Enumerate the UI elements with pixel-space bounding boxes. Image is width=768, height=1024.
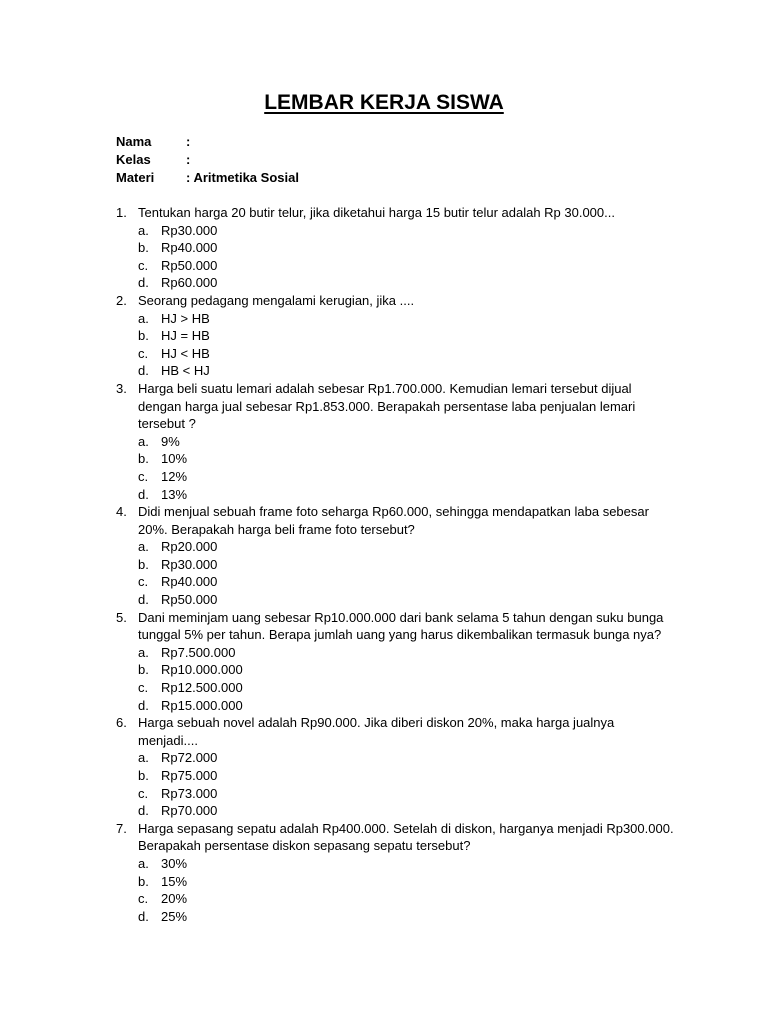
- question-number: 6.: [116, 715, 127, 731]
- option-letter: b.: [138, 451, 149, 467]
- option-list: [138, 749, 676, 819]
- option-text: 13%: [161, 486, 188, 502]
- option-text: Rp73.000: [161, 785, 218, 801]
- option-text: Rp50.000: [161, 257, 218, 273]
- option-text: 25%: [161, 908, 188, 924]
- question-text: Seorang pedagang mengalami kerugian, jika ....: [138, 292, 415, 308]
- answer-option: [138, 697, 676, 715]
- option-text: Rp60.000: [161, 275, 218, 291]
- question-item: [116, 609, 676, 715]
- answer-option: [138, 468, 676, 486]
- option-letter: d.: [138, 592, 149, 608]
- option-letter: a.: [138, 855, 149, 871]
- info-row-kelas: [116, 151, 299, 169]
- answer-option: [138, 661, 676, 679]
- question-item: [116, 820, 676, 926]
- option-letter: c.: [138, 257, 149, 273]
- question-body: [138, 204, 676, 292]
- page-title: [0, 90, 768, 116]
- question-number: 2.: [116, 292, 127, 308]
- option-text: Rp12.500.000: [161, 680, 243, 696]
- question-item: [116, 204, 676, 292]
- question-item: [116, 292, 676, 380]
- info-value: :: [186, 134, 191, 149]
- option-letter: b.: [138, 873, 149, 889]
- question-text: Harga sebuah novel adalah Rp90.000. Jika diberi diskon 20%, maka harga jualnya menjadi....: [138, 715, 615, 748]
- question-text: Harga sepasang sepatu adalah Rp400.000. Setelah di diskon, harganya menjadi Rp300.000. Berapakah persentase diskon sepasang sepatu tersebut?: [138, 820, 674, 854]
- option-text: Rp30.000: [161, 556, 218, 572]
- option-text: Rp7.500.000: [161, 644, 236, 660]
- option-letter: d.: [138, 486, 149, 502]
- question-body: [138, 820, 676, 926]
- option-letter: a.: [138, 222, 149, 238]
- option-text: Rp40.000: [161, 240, 218, 256]
- answer-option: [138, 802, 676, 820]
- option-letter: a.: [138, 433, 149, 449]
- answer-option: [138, 345, 676, 363]
- question-body: [138, 714, 676, 820]
- option-letter: c.: [138, 345, 149, 361]
- info-label: Kelas: [116, 152, 151, 167]
- option-list: [138, 644, 676, 714]
- option-text: HJ > HB: [161, 310, 210, 326]
- question-item: [116, 503, 676, 609]
- info-label: Materi: [116, 170, 155, 185]
- question-number: 5.: [116, 609, 127, 625]
- option-text: 15%: [161, 873, 188, 889]
- answer-option: [138, 486, 676, 504]
- answer-option: [138, 310, 676, 328]
- option-letter: d.: [138, 803, 149, 819]
- option-text: Rp20.000: [161, 539, 218, 555]
- answer-option: [138, 433, 676, 451]
- answer-option: [138, 873, 676, 891]
- option-text: HB < HJ: [161, 363, 210, 379]
- question-number: 3.: [116, 380, 127, 396]
- info-value: :: [186, 152, 191, 167]
- question-text: Tentukan harga 20 butir telur, jika diketahui harga 15 butir telur adalah Rp 30.000...: [138, 205, 615, 220]
- option-letter: a.: [138, 310, 149, 326]
- option-list: [138, 310, 676, 380]
- option-letter: b.: [138, 240, 149, 256]
- option-letter: d.: [138, 908, 149, 924]
- option-text: Rp50.000: [161, 592, 218, 608]
- answer-option: [138, 222, 676, 240]
- answer-option: [138, 327, 676, 345]
- option-text: Rp10.000.000: [161, 662, 243, 678]
- question-item: [116, 714, 676, 820]
- answer-option: [138, 890, 676, 908]
- option-letter: b.: [138, 768, 149, 783]
- info-value: : Aritmetika Sosial: [186, 170, 299, 185]
- option-letter: c.: [138, 468, 149, 484]
- page-title-text: LEMBAR KERJA SISWA: [264, 91, 504, 114]
- answer-option: [138, 767, 676, 785]
- option-letter: a.: [138, 539, 149, 555]
- option-letter: b.: [138, 662, 149, 678]
- option-letter: a.: [138, 750, 149, 766]
- option-text: Rp75.000: [161, 768, 218, 783]
- answer-option: [138, 362, 676, 380]
- answer-option: [138, 908, 676, 926]
- option-list: [138, 222, 676, 292]
- question-body: [138, 380, 676, 503]
- option-text: 12%: [161, 468, 188, 484]
- question-number: 1.: [116, 205, 127, 220]
- option-text: Rp40.000: [161, 574, 218, 590]
- option-letter: c.: [138, 785, 149, 801]
- answer-option: [138, 679, 676, 697]
- info-label: Nama: [116, 134, 152, 149]
- answer-option: [138, 644, 676, 662]
- answer-option: [138, 556, 676, 574]
- option-letter: a.: [138, 644, 149, 660]
- info-row-materi: [116, 169, 299, 187]
- question-number: 7.: [116, 820, 127, 836]
- question-text: Dani meminjam uang sebesar Rp10.000.000 dari bank selama 5 tahun dengan suku bunga tunggal 5% per tahun. Berapa jumlah uang yang harus dikembalikan termasuk bunga nya?: [138, 609, 664, 643]
- option-text: Rp15.000.000: [161, 697, 243, 713]
- option-list: [138, 538, 676, 608]
- option-letter: c.: [138, 574, 149, 590]
- option-text: HJ = HB: [161, 328, 210, 344]
- option-text: Rp72.000: [161, 750, 218, 766]
- answer-option: [138, 573, 676, 591]
- option-list: [138, 855, 676, 925]
- option-letter: c.: [138, 891, 149, 907]
- option-text: HJ < HB: [161, 345, 210, 361]
- option-text: 20%: [161, 891, 188, 907]
- option-letter: b.: [138, 556, 149, 572]
- answer-option: [138, 257, 676, 275]
- option-list: [138, 433, 676, 503]
- question-body: [138, 609, 676, 715]
- option-letter: d.: [138, 363, 149, 379]
- option-letter: d.: [138, 275, 149, 291]
- student-info: [116, 133, 299, 187]
- option-text: 9%: [161, 433, 180, 449]
- answer-option: [138, 450, 676, 468]
- question-body: [138, 503, 676, 609]
- option-letter: b.: [138, 328, 149, 344]
- option-letter: d.: [138, 697, 149, 713]
- info-row-nama: [116, 133, 299, 151]
- option-text: Rp30.000: [161, 222, 218, 238]
- answer-option: [138, 749, 676, 767]
- question-text: Didi menjual sebuah frame foto seharga Rp60.000, sehingga mendapatkan laba sebesar 20%. Berapakah harga beli frame foto tersebut?: [138, 504, 649, 537]
- answer-option: [138, 785, 676, 803]
- answer-option: [138, 538, 676, 556]
- question-text: Harga beli suatu lemari adalah sebesar Rp1.700.000. Kemudian lemari tersebut dijual dengan harga jual sebesar Rp1.853.000. Berapakah persentase laba penjualan lemari tersebut ?: [138, 380, 636, 432]
- answer-option: [138, 239, 676, 257]
- answer-option: [138, 274, 676, 292]
- option-text: 30%: [161, 855, 188, 871]
- option-letter: c.: [138, 680, 149, 696]
- question-number: 4.: [116, 504, 127, 520]
- question-item: [116, 380, 676, 503]
- option-text: Rp70.000: [161, 803, 218, 819]
- option-text: 10%: [161, 451, 188, 467]
- question-list: [116, 204, 676, 925]
- question-body: [138, 292, 676, 380]
- answer-option: [138, 855, 676, 873]
- answer-option: [138, 591, 676, 609]
